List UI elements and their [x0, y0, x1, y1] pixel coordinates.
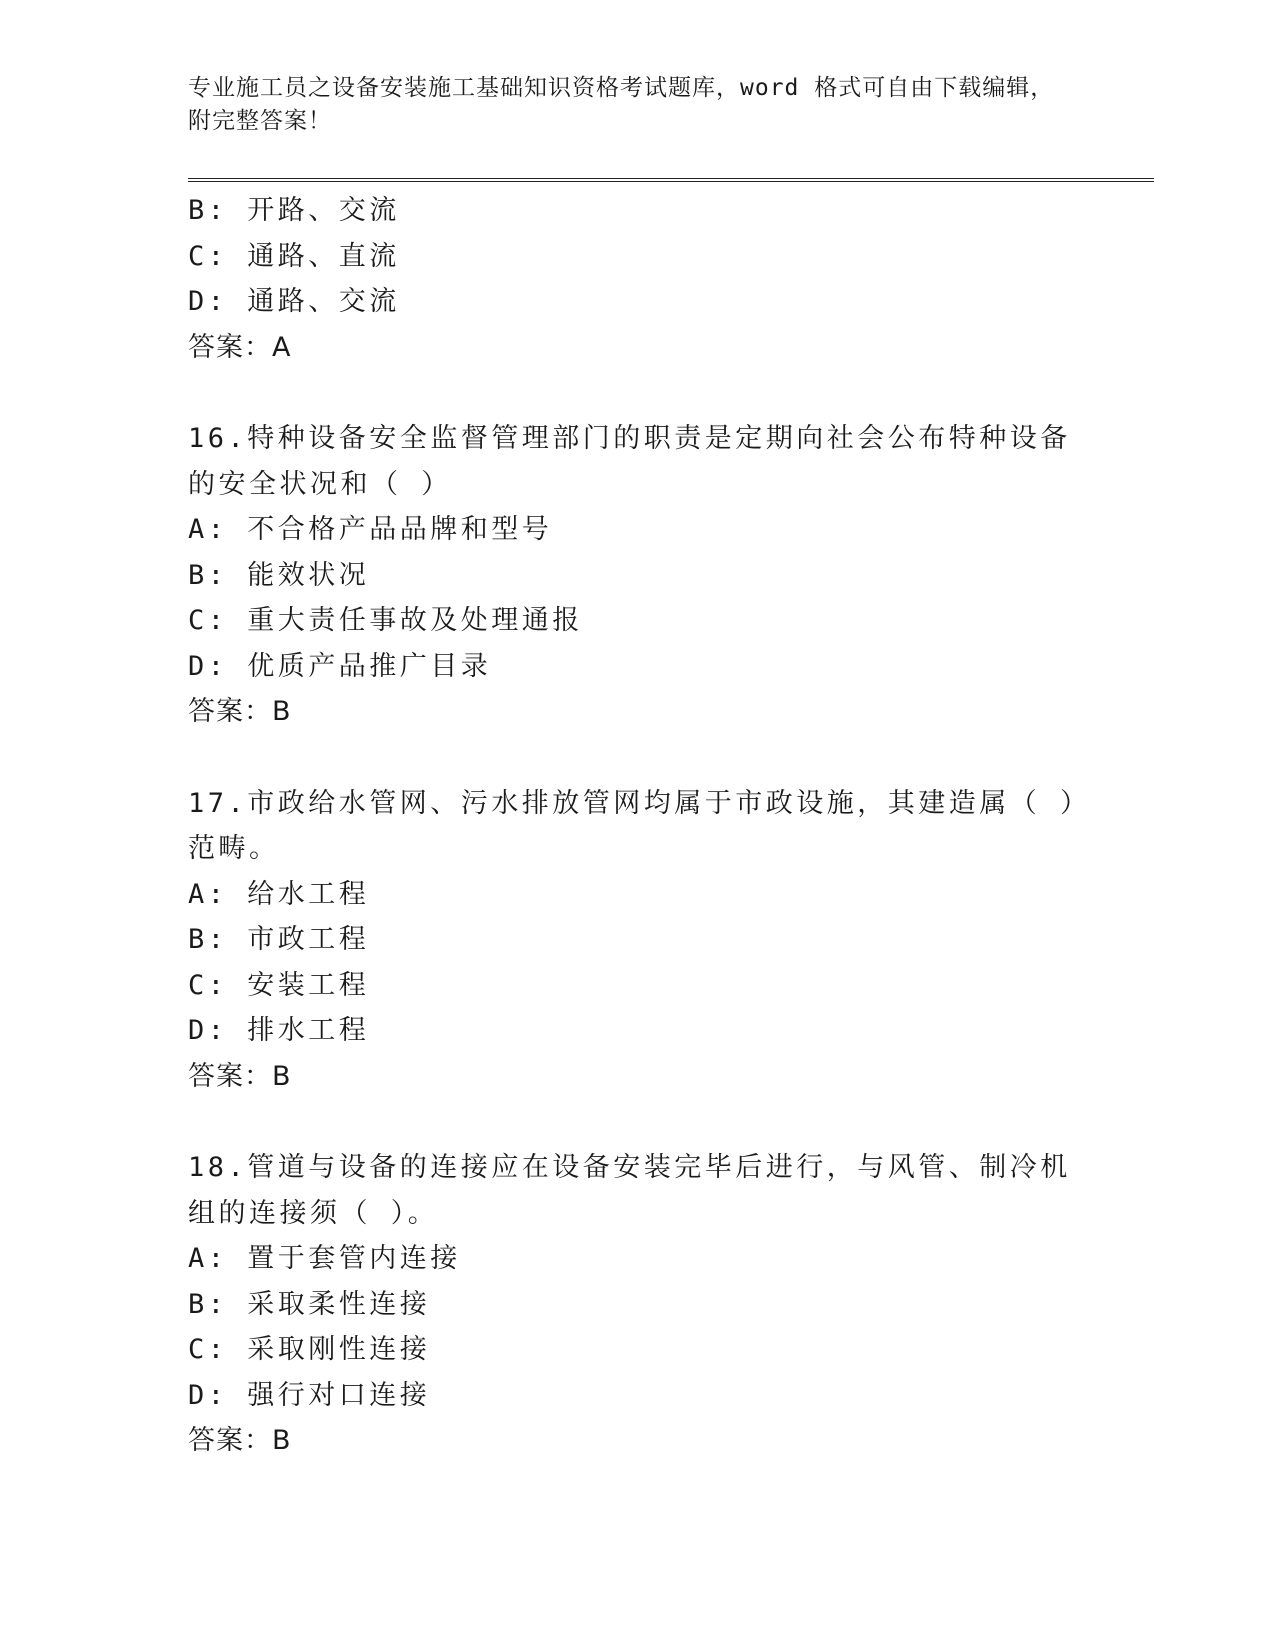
- option-b: B: 采取柔性连接: [188, 1288, 431, 1320]
- question-18: [188, 1145, 1088, 1464]
- answer-line: 答案：A: [188, 331, 292, 363]
- header-divider: [188, 178, 1154, 182]
- option-c: C: 通路、直流: [188, 240, 400, 272]
- option-d: D: 强行对口连接: [188, 1379, 431, 1411]
- option-b: B: 能效状况: [188, 559, 370, 591]
- option-a: A: 给水工程: [188, 878, 370, 910]
- option-a: A: 置于套管内连接: [188, 1243, 461, 1274]
- option-c: C: 采取刚性连接: [188, 1334, 431, 1365]
- answer-line: 答案：B: [188, 1060, 292, 1092]
- option-b: B: 开路、交流: [188, 195, 400, 226]
- question-15-continued: [188, 188, 1088, 370]
- option-d: D: 排水工程: [188, 1015, 370, 1046]
- answer-line: 答案：B: [188, 696, 292, 727]
- answer-line: 答案：B: [188, 1425, 292, 1456]
- document-header: 专业施工员之设备安装施工基础知识资格考试题库，word 格式可自由下载编辑，附完整答案！: [188, 75, 1055, 134]
- question-text: 16.特种设备安全监督管理部门的职责是定期向社会公布特种设备的安全状况和（ ）: [188, 423, 1071, 500]
- option-d: D: 优质产品推广目录: [188, 650, 492, 682]
- option-c: C: 重大责任事故及处理通报: [188, 605, 583, 636]
- option-d: D: 通路、交流: [188, 286, 400, 317]
- option-a: A: 不合格产品品牌和型号: [188, 514, 553, 545]
- question-16: [188, 416, 1088, 735]
- question-text: 17.市政给水管网、污水排放管网均属于市政设施，其建造属（ ）范畴。: [188, 787, 1078, 864]
- question-17: [188, 781, 1088, 1100]
- option-b: B: 市政工程: [188, 924, 370, 955]
- question-list: [188, 188, 1088, 1464]
- question-text: 18.管道与设备的连接应在设备安装完毕后进行，与风管、制冷机组的连接须（ ）。: [188, 1152, 1071, 1229]
- option-c: C: 安装工程: [188, 969, 370, 1001]
